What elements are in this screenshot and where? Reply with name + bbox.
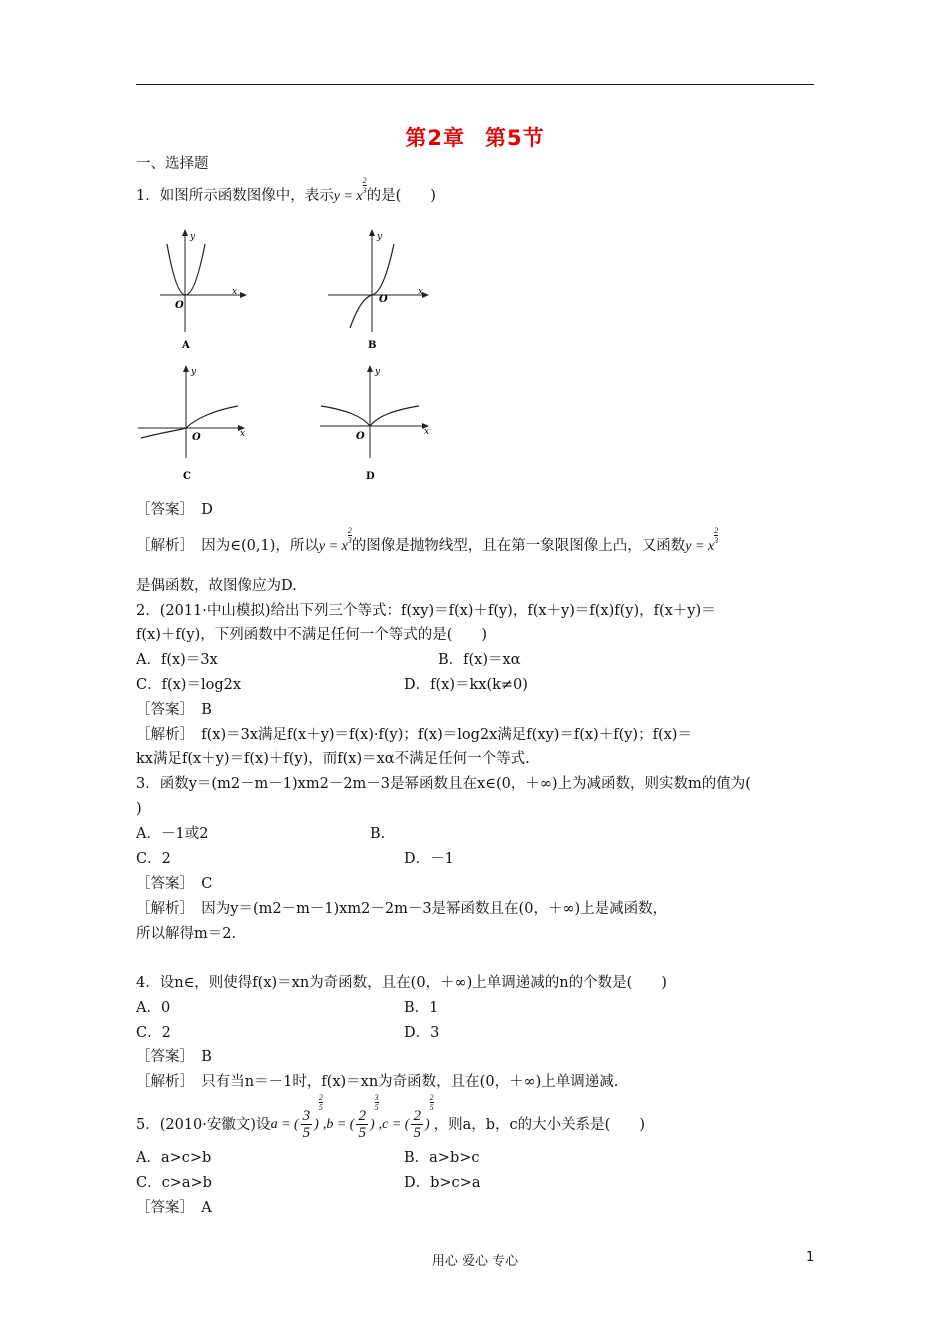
graph-label-c: C (183, 471, 191, 482)
q1-analysis-expr: y = x $\frac{2}{3}$ (318, 526, 352, 554)
page-footer: 用心 爱心 专心 (431, 1254, 519, 1269)
q1-expr: y = x $\frac{2}{3}$ (333, 176, 367, 204)
graph-d (316, 362, 440, 484)
section-title: 第5节 (485, 126, 545, 150)
q4-stem: 4．设n∈，则使得f(x)＝xn为奇函数，且在(0，＋∞)上单调递减的n的个数是( ) (136, 975, 667, 991)
q3-stem-2: ) (136, 801, 142, 817)
header-rule (136, 84, 814, 85)
q5-stem: 5．(2010·安徽文)设a = ( $\frac{3}{5}$ ) $\frac{2}{5}$ ,b = ( $\frac{2}{5}$ ) $\frac{3}{5}$ ,c = ( $\frac{2}{5}$ ) $\frac{2}{5}$ ，则a，b，c的大小关系是( ) (136, 1093, 645, 1142)
q5-option-b: B．a>b>c (404, 1150, 480, 1166)
q1-analysis-line2: 是偶函数，故图像应为D. (136, 578, 297, 594)
axis-y-label: y (190, 232, 196, 242)
chapter-title: 第2章 (405, 126, 465, 150)
q5-expr: a = ( $\frac{3}{5}$ ) $\frac{2}{5}$ ,b = ( $\frac{2}{5}$ ) $\frac{3}{5}$ ,c = ( $\frac{2}{5}$ ) $\frac{2}{5}$ (270, 1093, 434, 1142)
q2-option-d: D．f(x)＝kx(k≠0) (404, 677, 528, 693)
q3-option-d: D．－1 (404, 851, 454, 867)
q5-option-c: C．c>a>b (136, 1175, 212, 1191)
origin-label: O (192, 432, 201, 443)
q4-analysis: ［解析］ 只有当n＝－1时，f(x)＝xn为奇函数，且在(0，＋∞)上单调递减. (136, 1074, 619, 1090)
origin-label: O (175, 300, 184, 311)
page-title (0, 122, 950, 152)
q4-option-b: B．1 (404, 1000, 439, 1016)
q3-option-b: B. (370, 826, 386, 842)
q2-stem-1: 2．(2011·中山模拟)给出下列三个等式：f(xy)＝f(x)＋f(y)，f(x＋y)＝f(x)f(y)，f(x＋y)＝ (136, 603, 716, 619)
q2-option-a: A．f(x)＝3x (136, 652, 218, 668)
q1-stem: 1．如图所示函数图像中，表示y = x $\frac{2}{3}$ 的是( ) (136, 176, 436, 204)
q3-analysis-1: ［解析］ 因为y＝(m2－m－1)xm2－2m－3是幂函数且在(0，＋∞)上是减函数， (136, 901, 668, 917)
q2-answer: ［答案］ B (136, 702, 212, 718)
q5-option-a: A．a>c>b (136, 1150, 212, 1166)
q5-answer: ［答案］ A (136, 1200, 212, 1216)
origin-label: O (379, 294, 388, 305)
axis-x-label: x (240, 429, 246, 439)
q1-answer: ［答案］ D (136, 502, 213, 518)
origin-label: O (356, 431, 365, 442)
q3-stem-1: 3．函数y＝(m2－m－1)xm2－2m－3是幂函数且在x∈(0，＋∞)上为减函数，则实数m的值为( (136, 776, 751, 792)
axis-x-label: x (418, 287, 424, 297)
q2-option-b: B．f(x)＝xα (438, 652, 521, 668)
q4-option-a: A．0 (136, 1000, 171, 1016)
q3-option-a: A．－1或2 (136, 826, 209, 842)
section-heading: 一、选择题 (136, 156, 209, 172)
axis-x-label: x (232, 287, 238, 297)
q4-option-d: D．3 (404, 1025, 440, 1041)
q2-analysis-1: ［解析］ f(x)＝3x满足f(x＋y)＝f(x)·f(y)；f(x)＝log2x满足f(xy)＝f(x)＋f(y)；f(x)＝ (136, 727, 692, 743)
q3-analysis-2: 所以解得m＝2. (136, 926, 237, 942)
axis-y-label: y (377, 232, 383, 242)
q2-stem-2: f(x)＋f(y)，下列函数中不满足任何一个等式的是( ) (136, 627, 488, 643)
q3-option-c: C．2 (136, 851, 171, 867)
graph-c (136, 362, 256, 484)
graph-label-a: A (182, 340, 190, 351)
graph-b (320, 224, 440, 354)
q4-option-c: C．2 (136, 1025, 171, 1041)
axis-x-label: x (424, 427, 430, 437)
graph-label-b: B (368, 340, 377, 351)
q5-option-d: D．b>c>a (404, 1175, 481, 1191)
q3-answer: ［答案］ C (136, 876, 213, 892)
q1-analysis-expr-2: y = x $\frac{2}{3}$ (685, 526, 719, 554)
q4-answer: ［答案］ B (136, 1049, 212, 1065)
axis-y-label: y (191, 367, 197, 377)
q2-analysis-2: kx满足f(x＋y)＝f(x)＋f(y)，而f(x)＝xα不满足任何一个等式. (136, 751, 530, 767)
page-number: 1 (806, 1250, 815, 1265)
graph-label-d: D (366, 471, 375, 482)
q1-analysis: ［解析］ 因为∈(0,1)，所以y = x $\frac{2}{3}$ 的图像是抛物线型，且在第一象限图像上凸，又函数y = x $\frac{2}{3}$ (136, 526, 719, 554)
q2-option-c: C．f(x)＝log2x (136, 677, 242, 693)
graph-a (150, 224, 260, 354)
axis-y-label: y (375, 367, 381, 377)
